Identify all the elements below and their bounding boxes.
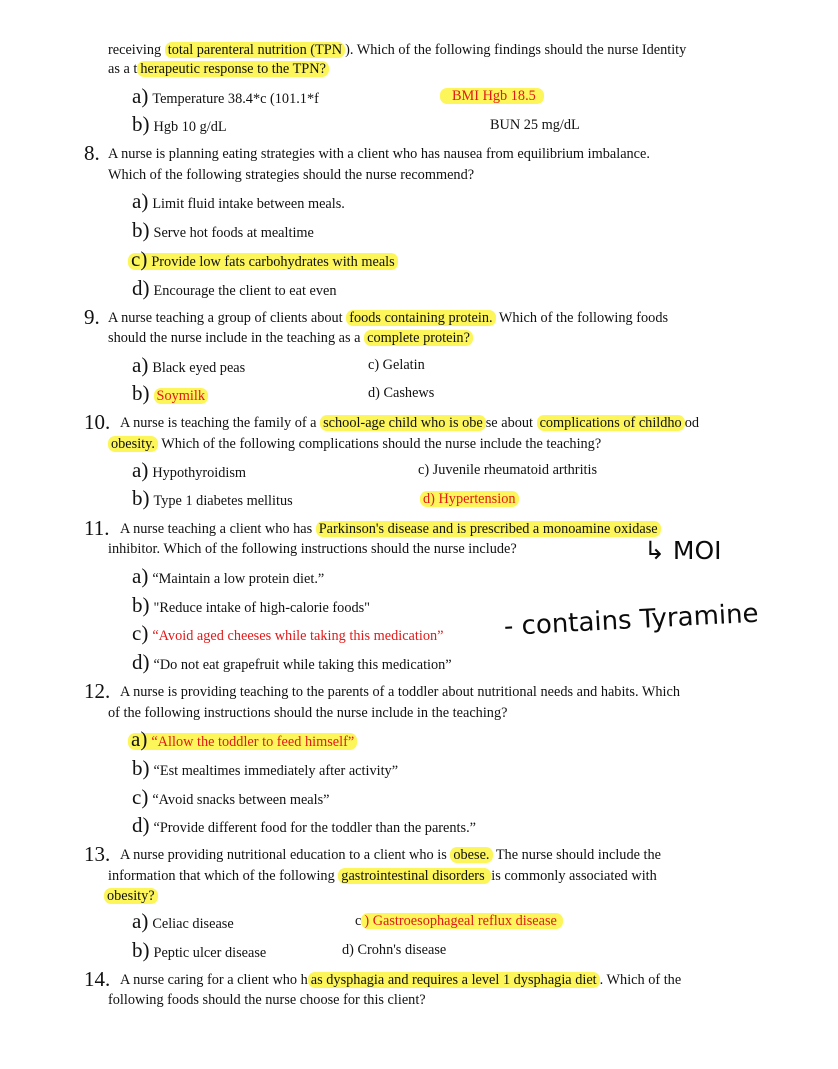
q9-stem-line1: A nurse teaching a group of clients about foods containing protein. Which of the following foods bbox=[108, 310, 669, 326]
q14-stem-line1: A nurse caring for a client who h as dysphagia and requires a level 1 dysphagia diet . Which of the bbox=[120, 972, 682, 988]
highlight: obesity? bbox=[104, 888, 158, 904]
q9-option-c: c) Gelatin bbox=[368, 357, 425, 373]
q10-number: 10. bbox=[84, 410, 111, 434]
q7-stem-line1: receiving total parenteral nutrition (TPN ). Which of the following findings should the nurse Identity bbox=[108, 42, 687, 58]
q9-option-d: d) Cashews bbox=[368, 385, 435, 401]
q11-option-c: c) “Avoid aged cheeses while taking this medication” bbox=[132, 621, 444, 645]
q8-option-d: d) Encourage the client to eat even bbox=[132, 276, 337, 300]
q10-stem-line2: obesity. Which of the following complications should the nurse include the teaching? bbox=[108, 435, 601, 453]
q8-option-b: b) Serve hot foods at mealtime bbox=[132, 218, 314, 242]
q10-option-b: b) Type 1 diabetes mellitus bbox=[132, 486, 293, 510]
q13-option-a: a) Celiac disease bbox=[132, 909, 234, 933]
highlight: as dysphagia and requires a level 1 dysphagia diet bbox=[308, 972, 600, 988]
q13-stem-line1: A nurse providing nutritional education to a client who is obese. The nurse should include the bbox=[120, 847, 661, 863]
q13-option-d: d) Crohn's disease bbox=[342, 942, 447, 958]
highlight: foods containing protein. bbox=[346, 310, 495, 326]
q13-stem-line2: information that which of the following gastrointestinal disorders is commonly associated with bbox=[108, 868, 657, 884]
q7-option-a: a) Temperature 38.4*c (101.1*f bbox=[132, 84, 319, 108]
q7-option-c: BMI Hgb 18.5 bbox=[440, 88, 544, 105]
highlight: gastrointestinal disorders bbox=[338, 868, 491, 884]
q13-option-c: c ) Gastroesophageal reflux disease bbox=[355, 913, 563, 930]
q11-stem-line1: A nurse teaching a client who has Parkinson's disease and is prescribed a monoamine oxidase bbox=[120, 520, 661, 538]
q14-stem-line2: following foods should the nurse choose for this client? bbox=[108, 992, 426, 1008]
q10-option-c: c) Juvenile rheumatoid arthritis bbox=[418, 462, 598, 478]
q9-option-b: b) Soymilk bbox=[132, 381, 208, 405]
q10-stem-line1: A nurse is teaching the family of a school-age child who is obe se about complications of childho od bbox=[120, 415, 700, 431]
handwritten-note-moi: ↳ MOI bbox=[644, 536, 722, 565]
q8-option-a: a) Limit fluid intake between meals. bbox=[132, 189, 345, 213]
highlight: complications of childho bbox=[537, 415, 685, 431]
q14-number: 14. bbox=[84, 967, 111, 991]
q12-stem-line2: of the following instructions should the nurse include in the teaching? bbox=[108, 705, 508, 721]
q12-option-d: d) “Provide different food for the toddler than the parents.” bbox=[132, 813, 476, 837]
q13-stem-line3 bbox=[104, 887, 158, 905]
q13-option-b: b) Peptic ulcer disease bbox=[132, 938, 267, 962]
q7-option-b: b) Hgb 10 g/dL bbox=[132, 112, 227, 136]
q11-option-b: b) "Reduce intake of high-calorie foods" bbox=[132, 593, 371, 617]
q9-number: 9. bbox=[84, 305, 100, 329]
highlight: herapeutic response to the TPN? bbox=[137, 61, 329, 77]
highlight: school-age child who is obe bbox=[320, 415, 486, 431]
q11-number: 11. bbox=[84, 516, 110, 540]
q11-option-d: d) “Do not eat grapefruit while taking this medication” bbox=[132, 650, 452, 674]
q9-stem-line2: should the nurse include in the teaching as a complete protein? bbox=[108, 329, 473, 347]
q12-option-a: a) “Allow the toddler to feed himself” bbox=[128, 727, 357, 751]
q10-option-a: a) Hypothyroidism bbox=[132, 458, 247, 482]
q8-number: 8. bbox=[84, 141, 100, 165]
q8-stem-line2: Which of the following strategies should the nurse recommend? bbox=[108, 167, 475, 183]
highlight: obesity. bbox=[108, 436, 158, 452]
q12-stem-line1: A nurse is providing teaching to the parents of a toddler about nutritional needs and habits. Which bbox=[120, 684, 680, 700]
q11-stem-line2: inhibitor. Which of the following instructions should the nurse include? bbox=[108, 541, 517, 557]
q12-number: 12. bbox=[84, 679, 111, 703]
q7-option-d: BUN 25 mg/dL bbox=[490, 117, 580, 133]
highlight: complete protein? bbox=[364, 330, 473, 346]
highlight: total parenteral nutrition (TPN bbox=[165, 42, 345, 58]
highlight: Parkinson's disease and is prescribed a monoamine oxidase bbox=[316, 521, 661, 537]
highlight: obese. bbox=[450, 847, 492, 863]
q8-stem-line1: A nurse is planning eating strategies with a client who has nausea from equilibrium imbalance. bbox=[108, 146, 650, 162]
q7-stem-line2: as a t herapeutic response to the TPN? bbox=[108, 60, 329, 78]
q9-option-a: a) Black eyed peas bbox=[132, 353, 246, 377]
q12-option-b: b) “Est mealtimes immediately after activity” bbox=[132, 756, 399, 780]
q8-option-c: c) Provide low fats carbohydrates with meals bbox=[128, 247, 398, 271]
q10-option-d: d) Hypertension bbox=[420, 491, 519, 508]
handwritten-note-tyramine: - contains Tyramine bbox=[503, 598, 760, 642]
q13-number: 13. bbox=[84, 842, 111, 866]
q12-option-c: c) “Avoid snacks between meals” bbox=[132, 785, 330, 809]
q11-option-a: a) “Maintain a low protein diet.” bbox=[132, 564, 325, 588]
